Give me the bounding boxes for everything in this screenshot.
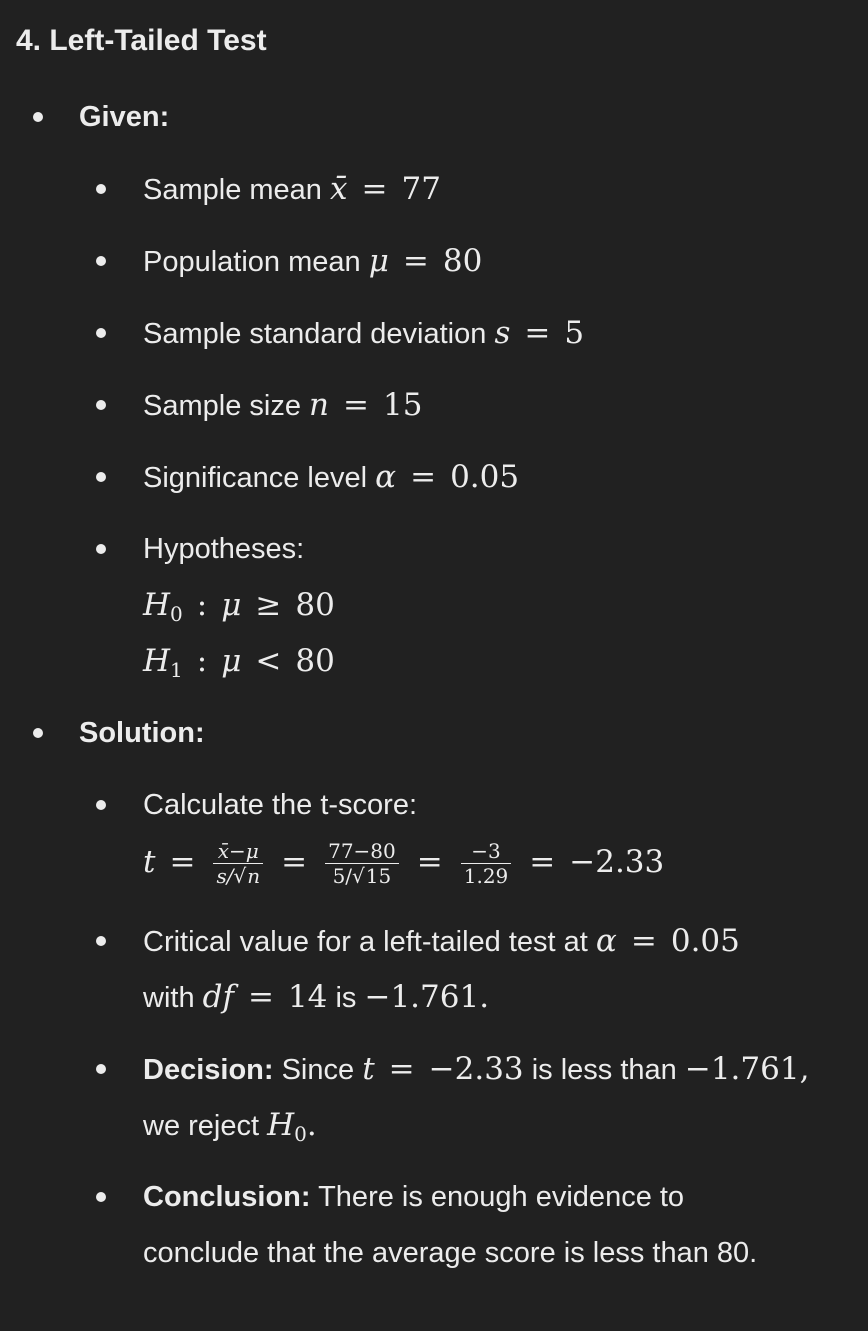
bullet-item — [96, 328, 106, 338]
math-var: μ — [368, 243, 389, 279]
math-var: x̄ — [330, 171, 348, 207]
critical-line1 — [143, 921, 740, 962]
given-sample-size — [143, 385, 422, 426]
critical-value: −1.761. — [364, 979, 490, 1015]
decision-crit: −1.761, — [684, 1051, 810, 1087]
frac2-den-b: 15 — [365, 864, 392, 888]
math-val: 77 — [401, 171, 441, 207]
item-text: Significance level — [143, 462, 368, 494]
bullet-item — [96, 800, 106, 810]
formula-result: −2.33 — [569, 844, 665, 880]
h0-symbol: H — [143, 587, 171, 623]
given-significance — [143, 457, 519, 498]
fraction-simplified — [461, 839, 512, 888]
decision-less: is less than — [531, 1054, 677, 1086]
critical-with: with — [143, 982, 195, 1014]
critical-df-val: 14 — [287, 979, 328, 1015]
math-var: s — [494, 315, 511, 351]
given-label: Given: — [79, 101, 170, 133]
math-var: α — [375, 459, 397, 495]
item-text: Sample size — [143, 390, 301, 422]
hypothesis-h1 — [143, 641, 335, 690]
bullet-item — [96, 1064, 106, 1074]
decision-line1 — [143, 1049, 809, 1090]
decision-period: . — [306, 1107, 317, 1143]
bullet-item — [96, 472, 106, 482]
h1-symbol: H — [143, 643, 171, 679]
bullet-item — [96, 544, 106, 554]
given-population-mean — [143, 241, 482, 282]
math-val: 5 — [564, 315, 585, 351]
decision-eq: = — [388, 1051, 415, 1087]
critical-df: df — [202, 979, 234, 1015]
given-sample-mean — [143, 169, 441, 210]
formula-eq: = — [529, 844, 556, 880]
solution-label: Solution: — [79, 717, 205, 749]
frac2-denominator: 5/√15 — [332, 864, 392, 888]
fraction-general — [213, 839, 263, 888]
formula-eq: = — [169, 844, 196, 880]
frac1-den-n: n — [247, 864, 261, 888]
frac1-numerator: x̄−μ — [213, 839, 263, 864]
h1-colon: : — [196, 643, 208, 679]
h0-val: 80 — [295, 587, 335, 623]
tscore-label: Calculate the t-score: — [143, 789, 418, 821]
bullet-item — [96, 184, 106, 194]
math-var: n — [309, 387, 329, 423]
bullet-item — [96, 400, 106, 410]
decision-t-val: −2.33 — [428, 1051, 524, 1087]
math-rel: = — [361, 171, 388, 207]
hypotheses-label: Hypotheses: — [143, 533, 305, 565]
decision-h: H — [267, 1107, 295, 1143]
bullet-given — [33, 112, 43, 122]
frac3-denominator: 1.29 — [463, 864, 509, 888]
math-val: 15 — [382, 387, 423, 423]
frac2-numerator: 77−80 — [325, 839, 399, 864]
given-sample-sd — [143, 313, 584, 354]
decision-t: t — [362, 1051, 375, 1087]
h1-subscript: 1 — [170, 658, 183, 682]
conclusion-label: Conclusion: — [143, 1181, 311, 1213]
critical-alpha: α — [595, 923, 617, 959]
decision-h-sub: 0 — [294, 1122, 307, 1146]
hypothesis-h0 — [143, 585, 335, 634]
bullet-item — [96, 256, 106, 266]
math-rel: = — [402, 243, 429, 279]
formula-eq: = — [281, 844, 308, 880]
frac1-denominator: s/√n — [216, 864, 261, 888]
item-text: Sample mean — [143, 174, 322, 206]
decision-line2 — [143, 1105, 317, 1154]
h1-rel: < — [255, 643, 282, 679]
critical-is: is — [335, 982, 357, 1014]
h0-colon: : — [196, 587, 208, 623]
frac3-numerator: −3 — [461, 839, 512, 864]
bullet-solution — [33, 728, 43, 738]
h1-var: μ — [221, 643, 242, 679]
critical-line2 — [143, 977, 489, 1018]
section-heading: 4. Left-Tailed Test — [16, 24, 267, 57]
frac2-den-a: 5/ — [332, 864, 353, 888]
math-val: 80 — [442, 243, 483, 279]
math-rel: = — [524, 315, 551, 351]
critical-alpha-val: 0.05 — [670, 923, 740, 959]
math-val: 0.05 — [450, 459, 520, 495]
decision-reject: we reject — [143, 1110, 260, 1142]
critical-eq: = — [247, 979, 274, 1015]
h1-val: 80 — [295, 643, 335, 679]
conclusion-text1: There is enough evidence to — [318, 1181, 685, 1213]
conclusion-line1 — [143, 1177, 684, 1217]
decision-label: Decision: — [143, 1054, 274, 1086]
critical-text: Critical value for a left-tailed test at — [143, 926, 588, 958]
h0-rel: ≥ — [255, 587, 282, 623]
decision-since: Since — [281, 1054, 355, 1086]
bullet-item — [96, 1192, 106, 1202]
math-rel: = — [410, 459, 437, 495]
formula-eq: = — [416, 844, 443, 880]
item-text: Sample standard deviation — [143, 318, 487, 350]
formula-t: t — [143, 844, 156, 880]
bullet-item — [96, 936, 106, 946]
h0-var: μ — [221, 587, 242, 623]
conclusion-line2: conclude that the average score is less than 80. — [143, 1237, 758, 1269]
tscore-formula — [143, 836, 664, 888]
fraction-values — [325, 839, 399, 888]
frac1-den-s: s/ — [216, 864, 234, 888]
math-rel: = — [343, 387, 369, 423]
critical-eq: = — [630, 923, 657, 959]
h0-subscript: 0 — [170, 602, 183, 626]
item-text: Population mean — [143, 246, 361, 278]
